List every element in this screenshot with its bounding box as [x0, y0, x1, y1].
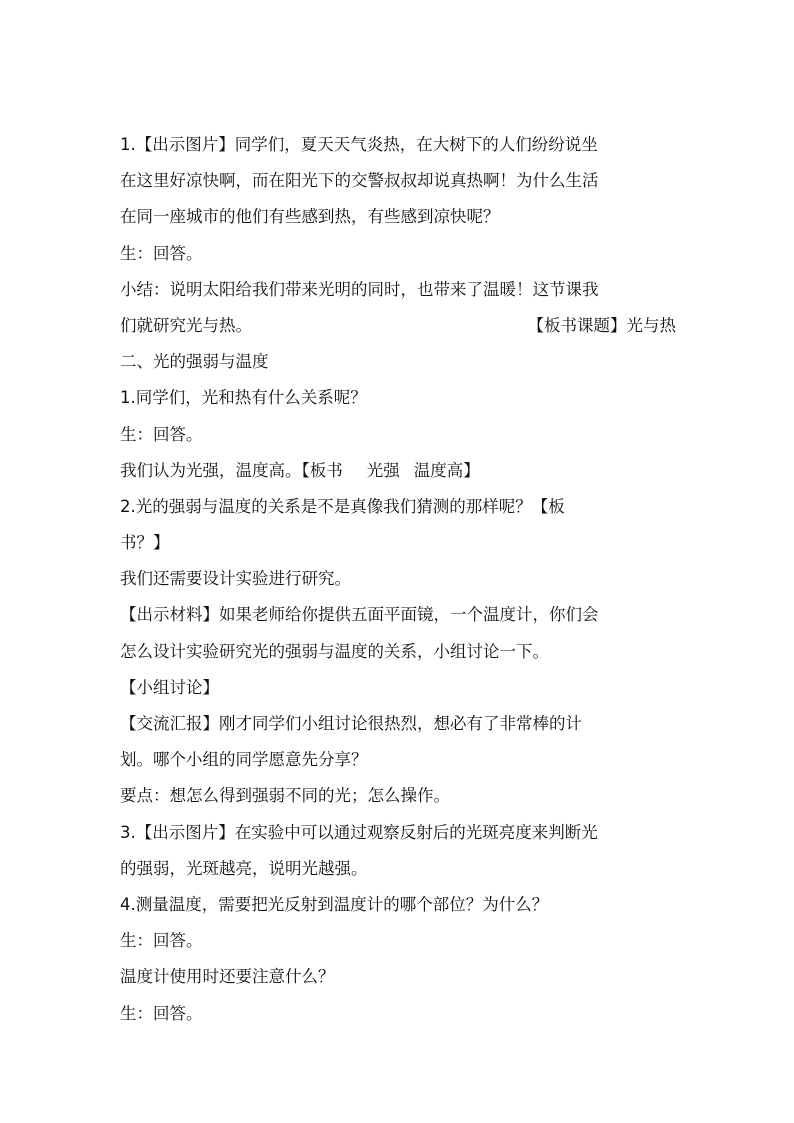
paragraph-line: 2.光的强弱与温度的关系是不是真像我们猜测的那样呢？【板: [120, 496, 565, 516]
section-heading: 二、光的强弱与温度: [120, 352, 269, 372]
student-answer: 生：回答。: [120, 1003, 203, 1023]
paragraph-line: 在这里好凉快啊，而在阳光下的交警叔叔却说真热啊！为什么生活: [120, 171, 599, 191]
paragraph-line: 1.同学们，光和热有什么关系呢？: [120, 388, 367, 408]
student-answer: 生：回答。: [120, 424, 203, 444]
paragraph-line: 1.【出示图片】同学们，夏天天气炎热，在大树下的人们纷纷说坐: [120, 135, 598, 154]
paragraph-line: 温度计使用时还要注意什么？: [120, 967, 335, 987]
paragraph-line: 划。哪个小组的同学愿意先分享？: [120, 750, 368, 770]
student-answer: 生：回答。: [120, 243, 203, 263]
paragraph-text: 我们认为光强，温度高。【板书: [120, 460, 343, 480]
paragraph-line: 怎么设计实验研究光的强弱与温度的关系，小组讨论一下。: [120, 641, 549, 661]
paragraph-line: 【小组讨论】: [120, 677, 219, 697]
board-title-note: 【板书课题】光与热: [527, 315, 676, 335]
paragraph-line: 的强弱，光斑越亮，说明光越强。: [120, 858, 368, 878]
paragraph-text: 们就研究光与热。: [120, 315, 252, 335]
paragraph-line-with-board: [120, 308, 676, 344]
paragraph-line: 小结：说明太阳给我们带来光明的同时，也带来了温暖！这节课我: [120, 279, 599, 299]
student-answer: 生：回答。: [120, 931, 203, 951]
paragraph-line: 书？】: [120, 533, 170, 553]
paragraph-line: 3.【出示图片】在实验中可以通过观察反射后的光斑亮度来判断光: [120, 822, 598, 842]
paragraph-line: 【出示材料】如果老师给你提供五面平面镜，一个温度计，你们会: [120, 605, 599, 625]
paragraph-line: 4.测量温度，需要把光反射到温度计的哪个部位？为什么？: [120, 894, 549, 914]
paragraph-line: 要点：想怎么得到强弱不同的光；怎么操作。: [120, 786, 450, 806]
board-note-light: 光强: [366, 460, 400, 480]
document-body: [120, 127, 676, 1032]
board-note-temp: 温度高】: [413, 460, 480, 480]
paragraph-line: 【交流汇报】刚才同学们小组讨论很热烈，想必有了非常棒的计: [120, 714, 582, 733]
paragraph-line-with-board: [120, 453, 676, 489]
paragraph-line: 我们还需要设计实验进行研究。: [120, 569, 351, 589]
paragraph-line: 在同一座城市的他们有些感到热，有些感到凉快呢？: [120, 207, 500, 227]
